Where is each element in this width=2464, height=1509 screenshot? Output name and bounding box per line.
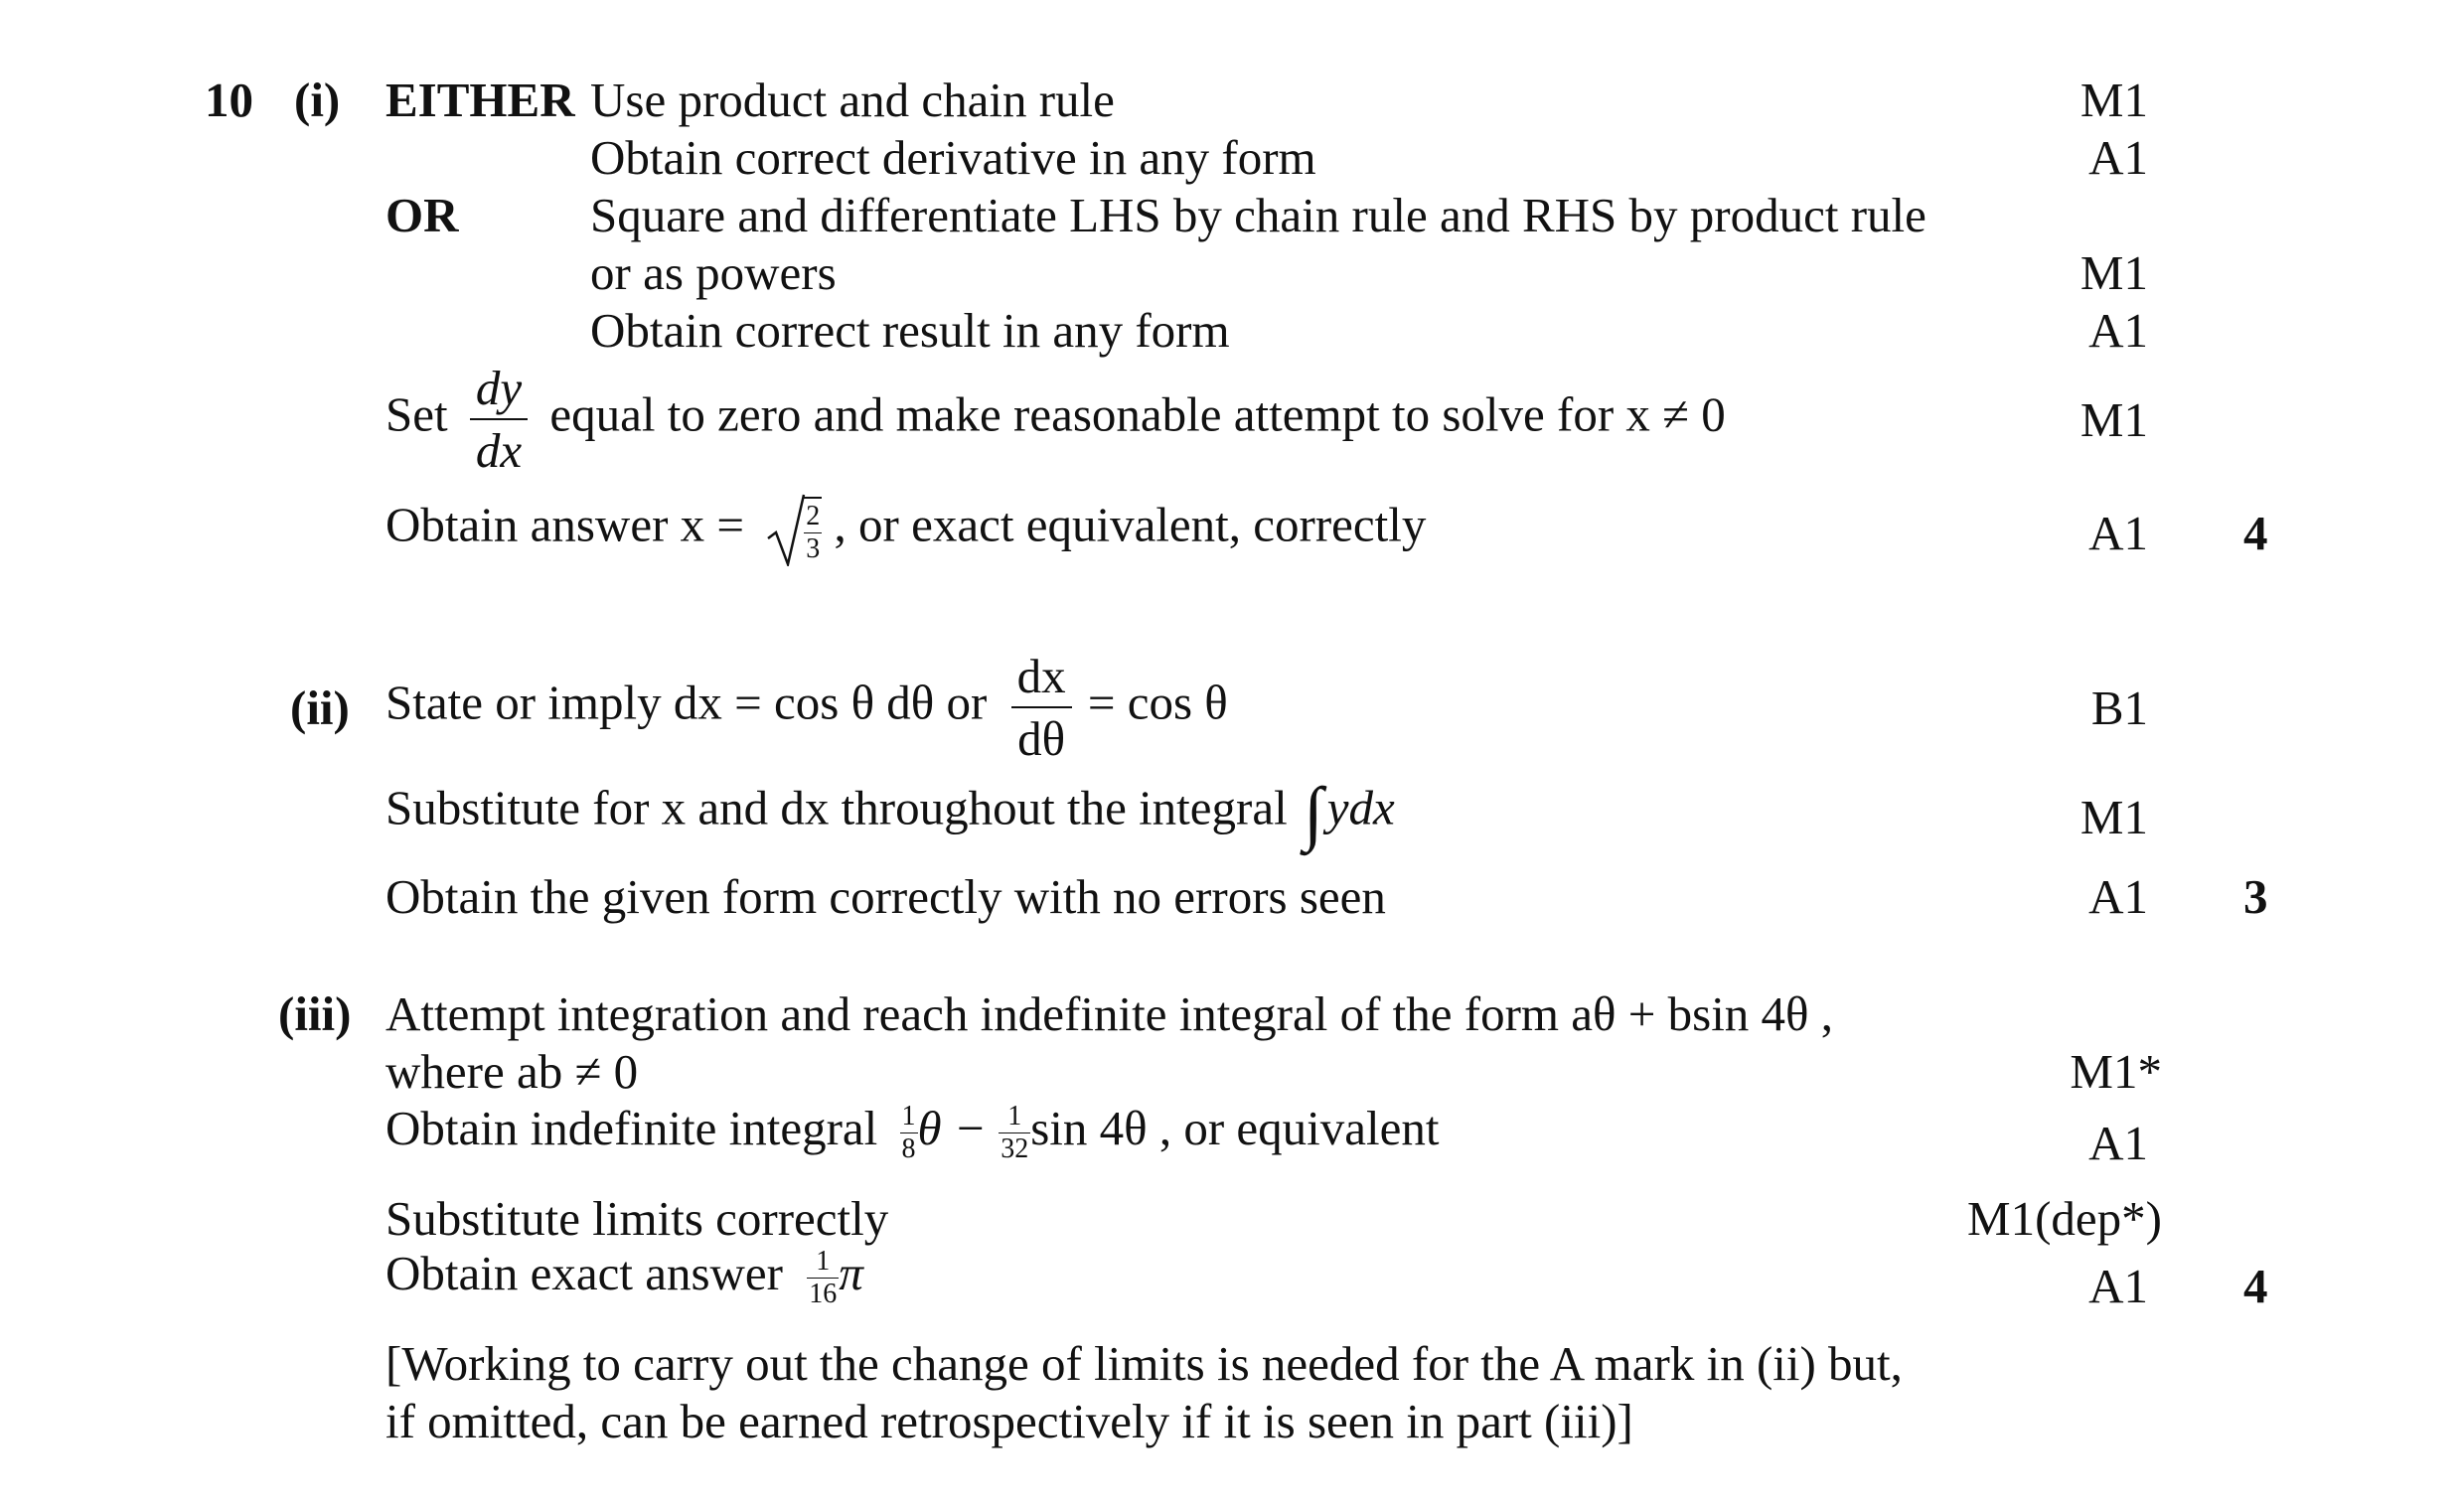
part-ii-mark-2: M1	[2079, 790, 2148, 844]
part-i-line-1: Use product and chain rule	[590, 73, 1115, 127]
one-eighth-denominator: 8	[901, 1133, 916, 1164]
one-sixteenth-numerator: 1	[816, 1246, 831, 1277]
part-i-mark-7: A1	[2088, 506, 2148, 560]
one-sixteenth-fraction	[807, 1248, 839, 1308]
part-ii-line-2-pre: Substitute for x and dx throughout the integral	[385, 780, 1288, 835]
part-iii-line-3-post: sin 4θ , or equivalent	[1030, 1100, 1440, 1155]
part-i-line-2: Obtain correct derivative in any form	[590, 130, 1316, 185]
part-i-mark-4: M1	[2079, 245, 2148, 300]
part-iii-line-3-pre: Obtain indefinite integral	[385, 1100, 878, 1155]
part-i-total: 4	[2243, 506, 2268, 560]
part-iii-total: 4	[2243, 1259, 2268, 1313]
part-ii-line-1	[385, 649, 1228, 766]
part-i-line-6-pre: Set	[385, 386, 448, 442]
part-iii-line-1: Attempt integration and reach indefinite integral of the form aθ + bsin 4θ ,	[385, 986, 1834, 1041]
dy-dx-denominator: dx	[475, 423, 523, 478]
part-i-mark-2: A1	[2088, 130, 2148, 185]
part-iii-line-5-pre: Obtain exact answer	[385, 1245, 783, 1300]
part-i-line-3: Square and differentiate LHS by chain rule and RHS by product rule	[590, 188, 1926, 242]
either-label: EITHER	[385, 73, 575, 127]
part-iii-line-2: where ab ≠ 0	[385, 1044, 639, 1099]
integral-icon: ∫	[1303, 773, 1323, 852]
part-iii-note-2: if omitted, can be earned retrospectively if it is seen in part (iii)]	[385, 1394, 1633, 1448]
part-i-mark-6: M1	[2079, 392, 2148, 447]
part-iii-note-1: [Working to carry out the change of limits is needed for the A mark in (ii) but,	[385, 1336, 1903, 1391]
dy-dx-numerator: dy	[475, 361, 523, 415]
one-thirtysecond-numerator: 1	[1007, 1101, 1022, 1132]
one-thirtysecond-denominator: 32	[1001, 1133, 1029, 1164]
part-iii-line-5	[385, 1245, 863, 1309]
part-i-line-7-pre: Obtain answer x =	[385, 497, 745, 552]
part-ii-mark-3: A1	[2088, 869, 2148, 924]
dx-dtheta-numerator: dx	[1016, 649, 1066, 703]
part-i-line-6-post: equal to zero and make reasonable attempt to solve for x ≠ 0	[549, 386, 1726, 442]
dx-dtheta-denominator: dθ	[1017, 711, 1066, 766]
sqrt-fraction	[766, 493, 822, 566]
part-i-line-6	[385, 361, 1726, 478]
part-i-line-7-post: , or exact equivalent, correctly	[834, 497, 1427, 552]
dx-dtheta-fraction	[1011, 649, 1072, 766]
one-sixteenth-denominator: 16	[809, 1279, 838, 1309]
part-ii-line-1-post: = cos θ	[1087, 675, 1228, 730]
part-i-line-4: or as powers	[590, 245, 837, 300]
part-iii-mark-1: M1*	[2070, 1044, 2162, 1099]
part-ii-mark-1: B1	[2090, 680, 2148, 735]
question-number: 10	[205, 73, 253, 127]
part-i-mark-1: M1	[2079, 73, 2148, 127]
part-ii-line-1-pre: State or imply dx = cos θ dθ or	[385, 675, 988, 730]
part-iii-line-3-mid: θ −	[917, 1100, 987, 1155]
dy-dx-fraction	[470, 361, 528, 478]
part-i-mark-5: A1	[2088, 303, 2148, 358]
sqrt-numerator: 2	[806, 500, 821, 531]
part-iii-label: (iii)	[278, 986, 352, 1041]
part-ii-line-3: Obtain the given form correctly with no errors seen	[385, 869, 1386, 924]
part-iii-line-4: Substitute limits correctly	[385, 1191, 889, 1246]
part-ii-line-2-post: ydx	[1326, 780, 1395, 835]
part-i-line-5: Obtain correct result in any form	[590, 303, 1230, 358]
one-eighth-numerator: 1	[901, 1101, 916, 1132]
one-thirtysecond-fraction	[999, 1103, 1030, 1163]
part-ii-line-2	[385, 773, 1395, 852]
one-eighth-fraction	[900, 1103, 918, 1163]
part-ii-total: 3	[2243, 869, 2268, 924]
part-i-label: (i)	[294, 73, 341, 127]
part-iii-line-5-post: π	[839, 1245, 863, 1300]
sqrt-denominator: 3	[806, 532, 821, 564]
sqrt-icon	[766, 493, 806, 566]
part-iii-mark-4: A1	[2088, 1259, 2148, 1313]
part-iii-mark-3: M1(dep*)	[1967, 1191, 2162, 1246]
part-ii-label: (ii)	[290, 680, 350, 735]
part-iii-line-3	[385, 1100, 1440, 1164]
part-i-line-7	[385, 493, 1426, 566]
part-iii-mark-2: A1	[2088, 1116, 2148, 1170]
or-label: OR	[385, 188, 459, 242]
